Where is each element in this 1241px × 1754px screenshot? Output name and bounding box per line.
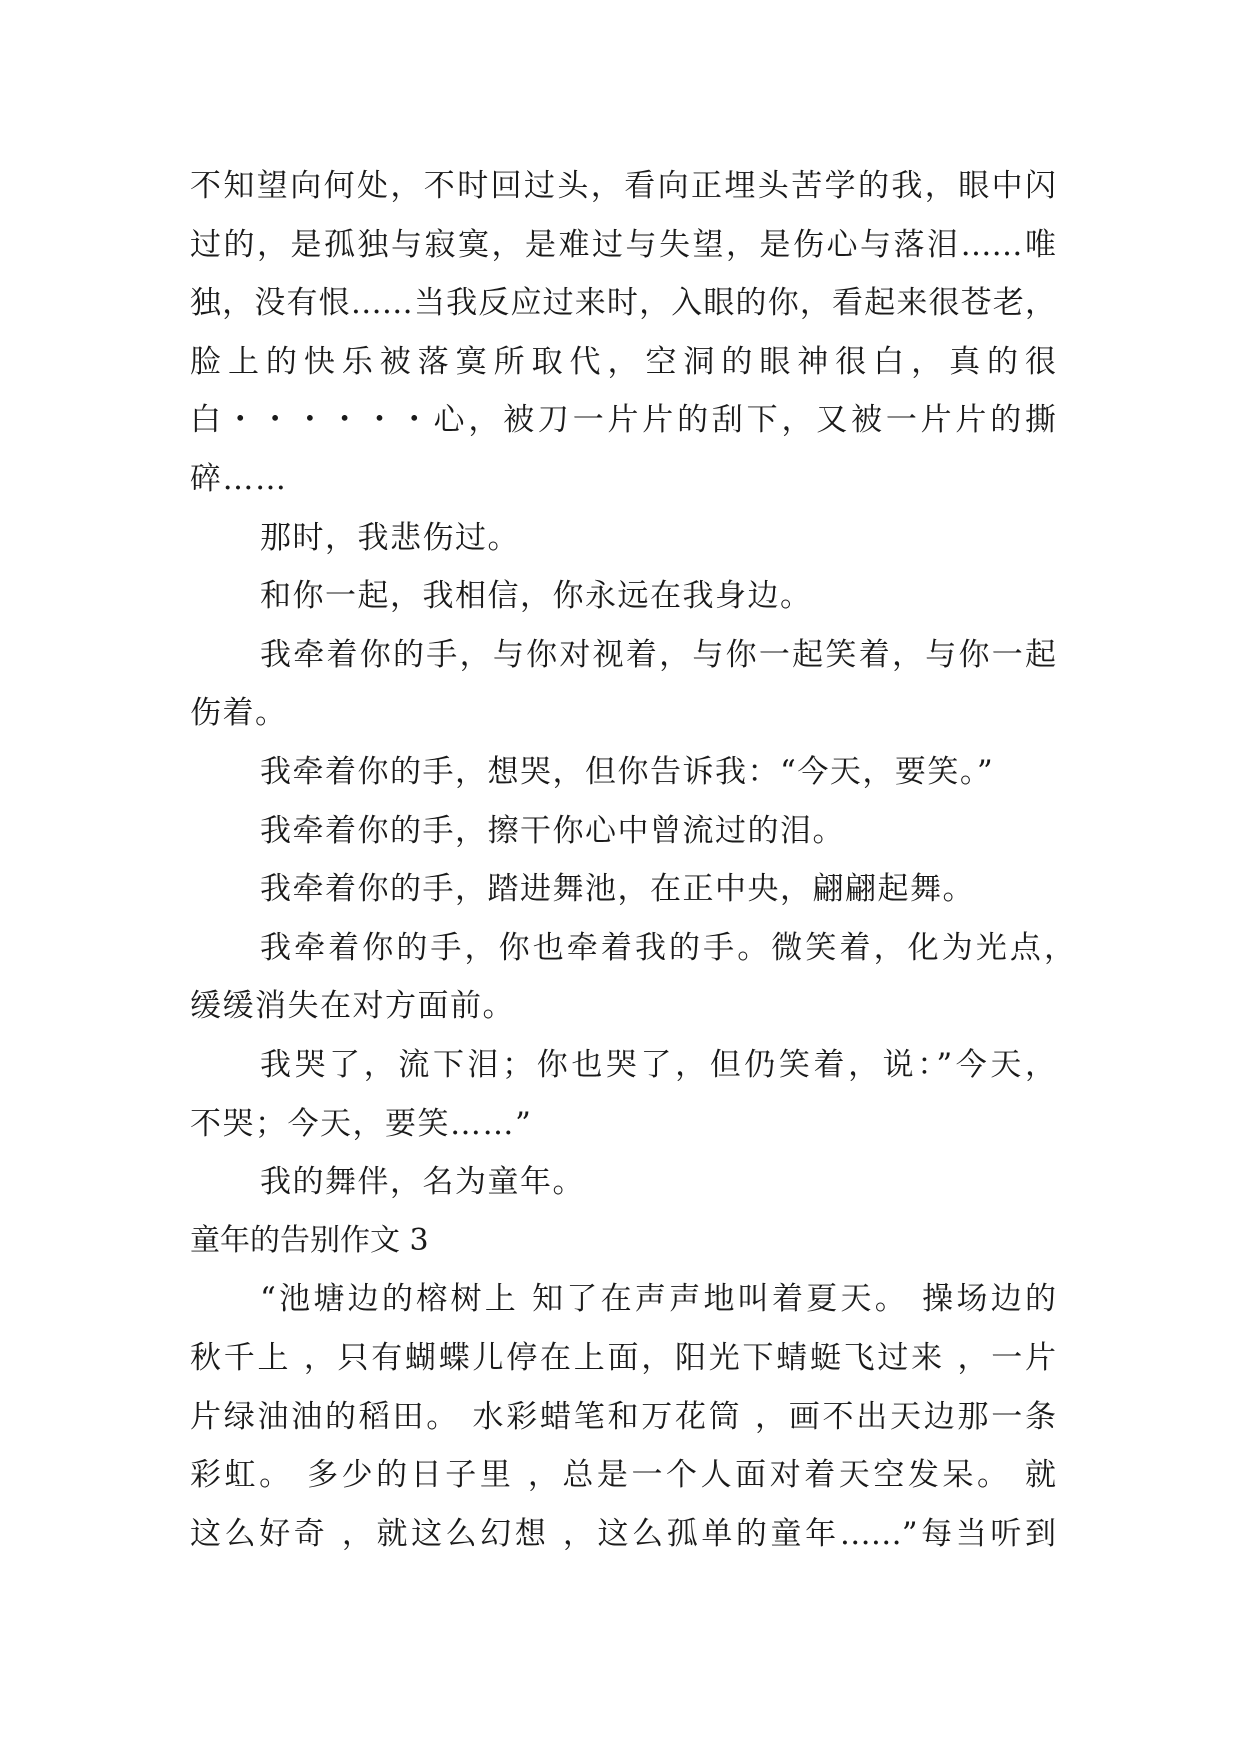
text-line: 脸上的快乐被落寞所取代，空洞的眼神很白，真的很 xyxy=(190,344,1056,380)
text-line: 我哭了，流下泪；你也哭了，但仍笑着，说：”今天， xyxy=(260,1047,1056,1083)
text-line: 过的，是孤独与寂寞，是难过与失望，是伤心与落泪……唯 xyxy=(190,227,1056,263)
text-line: 不知望向何处，不时回过头，看向正埋头苦学的我，眼中闪 xyxy=(190,168,1056,204)
section-title: 童年的告别作文 3 xyxy=(190,1223,429,1258)
text-line: 我的舞伴，名为童年。 xyxy=(260,1164,585,1200)
text-line: 片绿油油的稻田。 水彩蜡笔和万花筒 ，画不出天边那一条 xyxy=(190,1399,1056,1435)
text-line: 那时，我悲伤过。 xyxy=(260,520,520,556)
text-line: 我牵着你的手，想哭，但你告诉我：“今天，要笑。” xyxy=(260,754,995,790)
text-line: 独，没有恨……当我反应过来时，入眼的你，看起来很苍老， xyxy=(190,285,1056,321)
text-line: 碎…… xyxy=(190,461,288,497)
text-line: 伤着。 xyxy=(190,695,288,731)
text-line: “池塘边的榕树上 知了在声声地叫着夏天。 操场边的 xyxy=(260,1281,1056,1317)
text-line: 彩虹。 多少的日子里 ，总是一个人面对着天空发呆。 就 xyxy=(190,1457,1056,1493)
text-line: 这么好奇 ，就这么幻想 ，这么孤单的童年……”每当听到 xyxy=(190,1516,1056,1552)
text-line: 我牵着你的手，你也牵着我的手。微笑着，化为光点， xyxy=(260,930,1075,966)
text-line: 缓缓消失在对方面前。 xyxy=(190,988,515,1024)
text-line: 秋千上 ，只有蝴蝶儿停在上面，阳光下蜻蜓飞过来 ，一片 xyxy=(190,1340,1056,1376)
text-line: 我牵着你的手，踏进舞池，在正中央，翩翩起舞。 xyxy=(260,871,975,907)
text-line: 不哭；今天，要笑……” xyxy=(190,1106,533,1142)
text-line: 和你一起，我相信，你永远在我身边。 xyxy=(260,578,813,614)
text-line: 我牵着你的手，擦干你心中曾流过的泪。 xyxy=(260,813,845,849)
text-line: 我牵着你的手，与你对视着，与你一起笑着，与你一起 xyxy=(260,637,1056,673)
text-line: 白・・・・・・心，被刀一片片的刮下，又被一片片的撕 xyxy=(190,402,1056,438)
